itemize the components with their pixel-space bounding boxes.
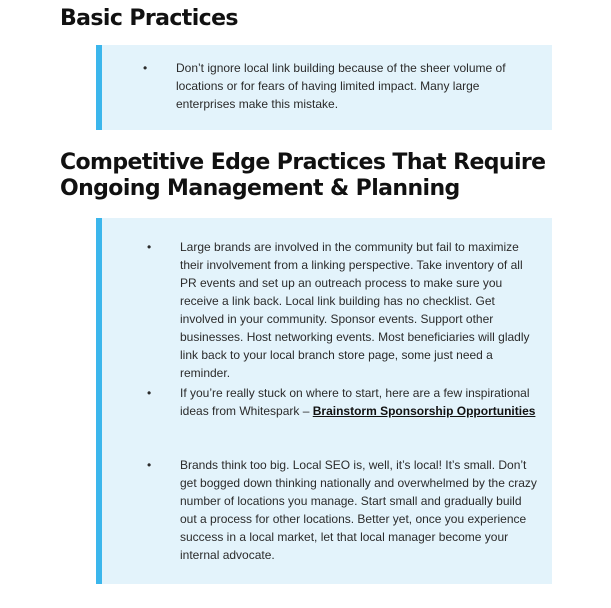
- list-item: [147, 456, 540, 564]
- bullet-icon: •: [147, 458, 152, 472]
- callout-competitive-edge: [96, 218, 552, 584]
- list-item-text: Don’t ignore local link building because of the sheer volume of locations or for fears of having limited impact. Many large enterprises make this mistake.: [176, 61, 506, 111]
- list-item-text: Brands think too big. Local SEO is, well, it’s local! It’s small. Don’t get bogged down thinking nationally and overwhelmed by the crazy number of locations you manage. Start small and gradually build out a process for other locations. Better yet, once you experience success in a local market, let that local manager become your internal advocate.: [180, 458, 537, 562]
- bullet-icon: •: [147, 386, 152, 400]
- callout-basic-practices: [96, 45, 552, 130]
- list-item: [147, 384, 540, 420]
- list-item-text: Large brands are involved in the community but fail to maximize their involvement from a linking perspective. Take inventory of all PR events and set up an outreach process to make sure you receive a link back. Local link building has no checklist. Get involved in your community. Sponsor events. Support other businesses. Host networking events. Most beneficiaries will gladly link back to your local branch store page, some just need a reminder.: [180, 240, 530, 380]
- list-item: [143, 59, 506, 113]
- section-heading-competitive-edge: Competitive Edge Practices That Require Ongoing Management & Planning: [60, 150, 546, 201]
- list-item-text: If you’re really stuck on where to start, here are a few inspirational ideas from Whitespark –: [180, 386, 530, 418]
- bullet-icon: •: [143, 61, 148, 75]
- section-heading-basic-practices: Basic Practices: [60, 6, 238, 31]
- brainstorm-sponsorship-link[interactable]: Brainstorm Sponsorship Opportunities: [312, 404, 536, 418]
- list-item: [147, 238, 540, 382]
- bullet-icon: •: [147, 240, 152, 254]
